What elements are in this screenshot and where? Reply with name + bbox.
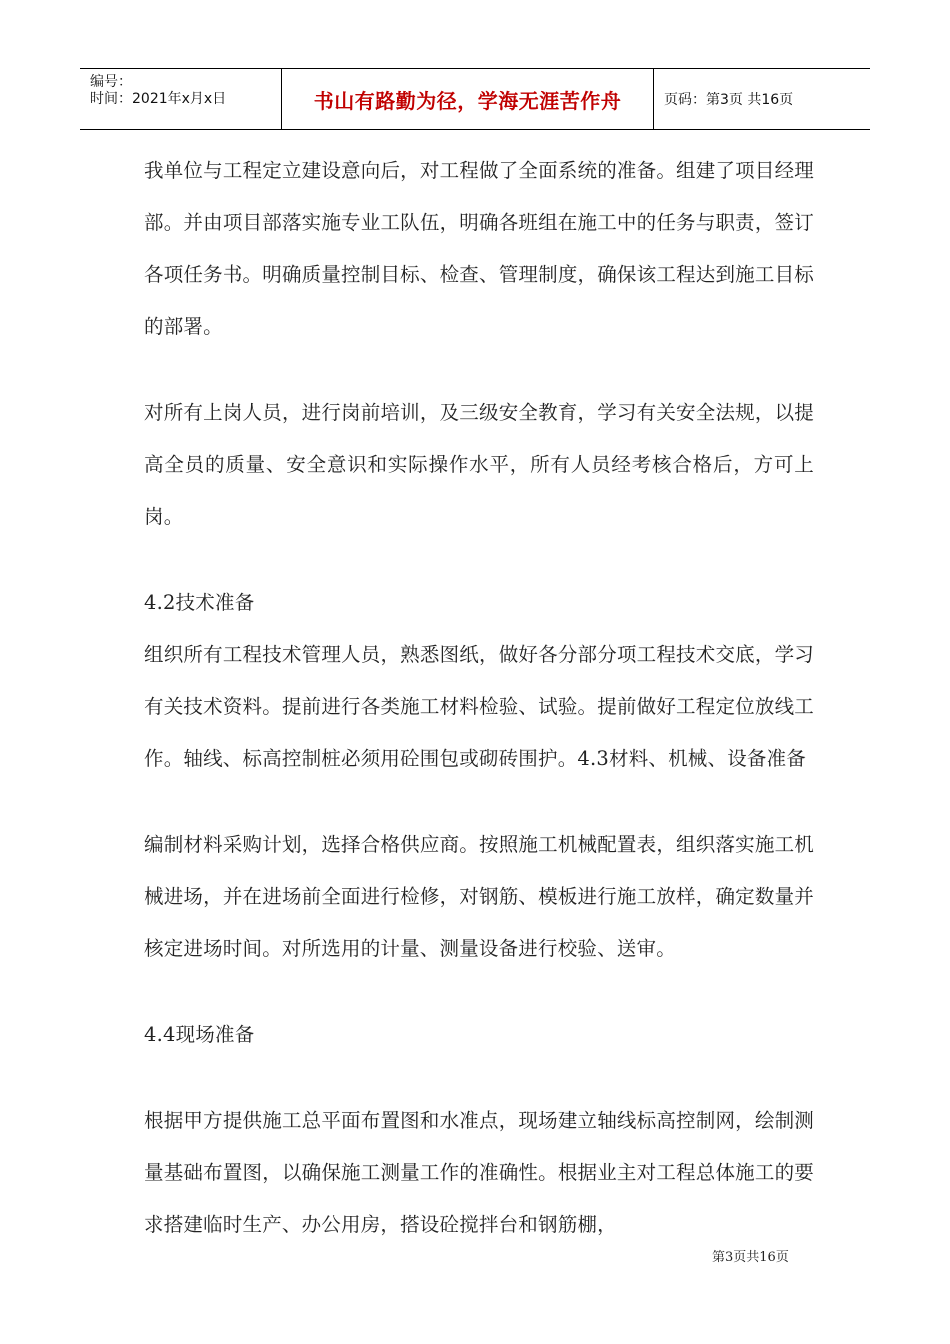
paragraph-technical: 组织所有工程技术管理人员，熟悉图纸，做好各分部分项工程技术交底，学习有关技术资料。提前进行各类施工材料检验、试验。提前做好工程定位放线工作。轴线、标高控制桩必须用砼围包或砌砖围护。4.3材料、机械、设备准备	[144, 643, 814, 770]
header-meta-cell	[80, 69, 282, 129]
paragraph-site: 根据甲方提供施工总平面布置图和水准点，现场建立轴线标高控制网，绘制测量基础布置图，以确保施工测量工作的准确性。根据业主对工程总体施工的要求搭建临时生产、办公用房，搭设砼搅拌台和钢筋棚，	[144, 1109, 814, 1236]
header-page-cell	[654, 69, 870, 129]
paragraph-preparation: 我单位与工程定立建设意向后，对工程做了全面系统的准备。组建了项目经理部。并由项目部落实施专业工队伍，明确各班组在施工中的任务与职责，签订各项任务书。明确质量控制目标、检查、管理制度，确保该工程达到施工目标的部署。	[144, 159, 814, 338]
heading-technical-preparation: 4.2技术准备	[144, 591, 255, 614]
heading-site-preparation: 4.4现场准备	[144, 1023, 255, 1046]
header-motto: 书山有路勤为径，学海无涯苦作舟	[313, 88, 622, 113]
paragraph-training: 对所有上岗人员，进行岗前培训，及三级安全教育，学习有关安全法规，以提高全员的质量、安全意识和实际操作水平，所有人员经考核合格后，方可上岗。	[144, 401, 814, 528]
document-body	[144, 145, 814, 1251]
document-time-label: 时间：2021年x月x日	[90, 91, 227, 107]
header-page-number: 页码：第3页 共16页	[664, 92, 794, 108]
paragraph-materials: 编制材料采购计划，选择合格供应商。按照施工机械配置表，组织落实施工机械进场，并在进场前全面进行检修，对钢筋、模板进行施工放样，确定数量并核定进场时间。对所选用的计量、测量设备进行校验、送审。	[144, 833, 814, 960]
page-header	[80, 68, 870, 130]
document-number-label: 编号：	[90, 74, 132, 90]
header-motto-cell	[282, 69, 654, 129]
page-footer: 第3页共16页	[712, 1250, 789, 1265]
